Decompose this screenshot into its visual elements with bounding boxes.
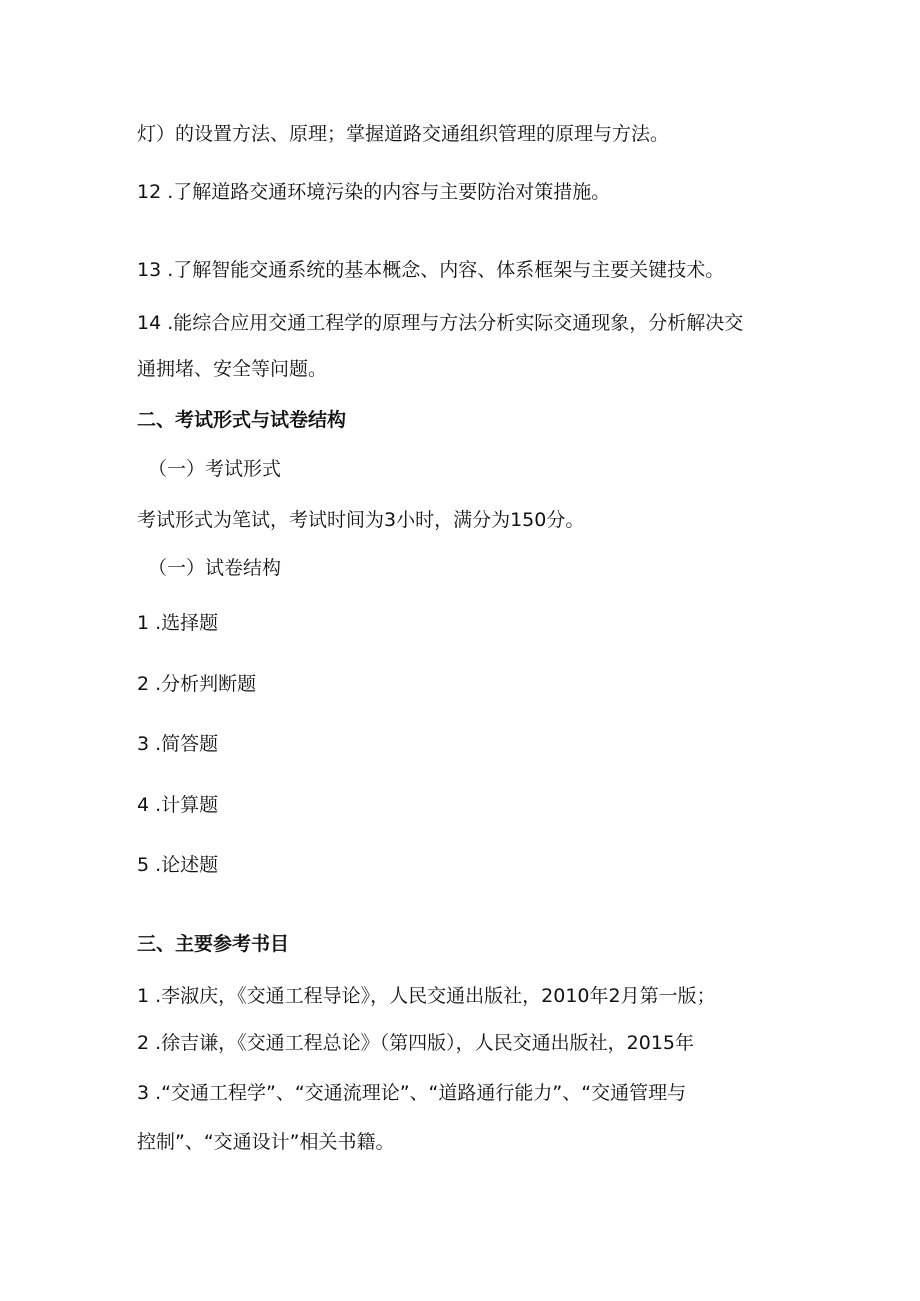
text-line: 通拥堵、安全等问题。 — [137, 358, 328, 380]
structure-item: 4 .计算题 — [137, 794, 219, 816]
subsection-paper-structure-title: （一）试卷结构 — [148, 557, 282, 579]
structure-item: 3 .简答题 — [137, 733, 219, 755]
reference-item: 控制”、“交通设计”相关书籍。 — [137, 1131, 395, 1153]
structure-item: 1 .选择题 — [137, 612, 219, 634]
structure-item: 2 .分析判断题 — [137, 673, 257, 695]
text-line: 灯）的设置方法、原理；掌握道路交通组织管理的原理与方法。 — [137, 123, 670, 145]
list-item-13: 13 .了解智能交通系统的基本概念、内容、体系框架与主要关键技术。 — [137, 259, 725, 281]
list-item-12: 12 .了解道路交通环境污染的内容与主要防治对策措施。 — [137, 181, 611, 203]
structure-item: 5 .论述题 — [137, 854, 219, 876]
section-3-heading: 三、主要参考书目 — [137, 933, 290, 955]
reference-item: 2 .徐吉谦，《交通工程总论》（第四版），人民交通出版社，2015年 — [137, 1032, 695, 1054]
list-item-14: 14 .能综合应用交通工程学的原理与方法分析实际交通现象，分析解决交 — [137, 312, 744, 334]
exam-form-text: 考试形式为笔试，考试时间为3小时，满分为150分。 — [137, 509, 585, 531]
section-2-heading: 二、考试形式与试卷结构 — [137, 409, 347, 431]
reference-item: 3 .“交通工程学”、“交通流理论”、“道路通行能力”、“交通管理与 — [137, 1082, 687, 1104]
reference-item: 1 .李淑庆，《交通工程导论》，人民交通出版社，2010年2月第一版； — [137, 985, 716, 1007]
subsection-exam-form-title: （一）考试形式 — [148, 458, 282, 480]
